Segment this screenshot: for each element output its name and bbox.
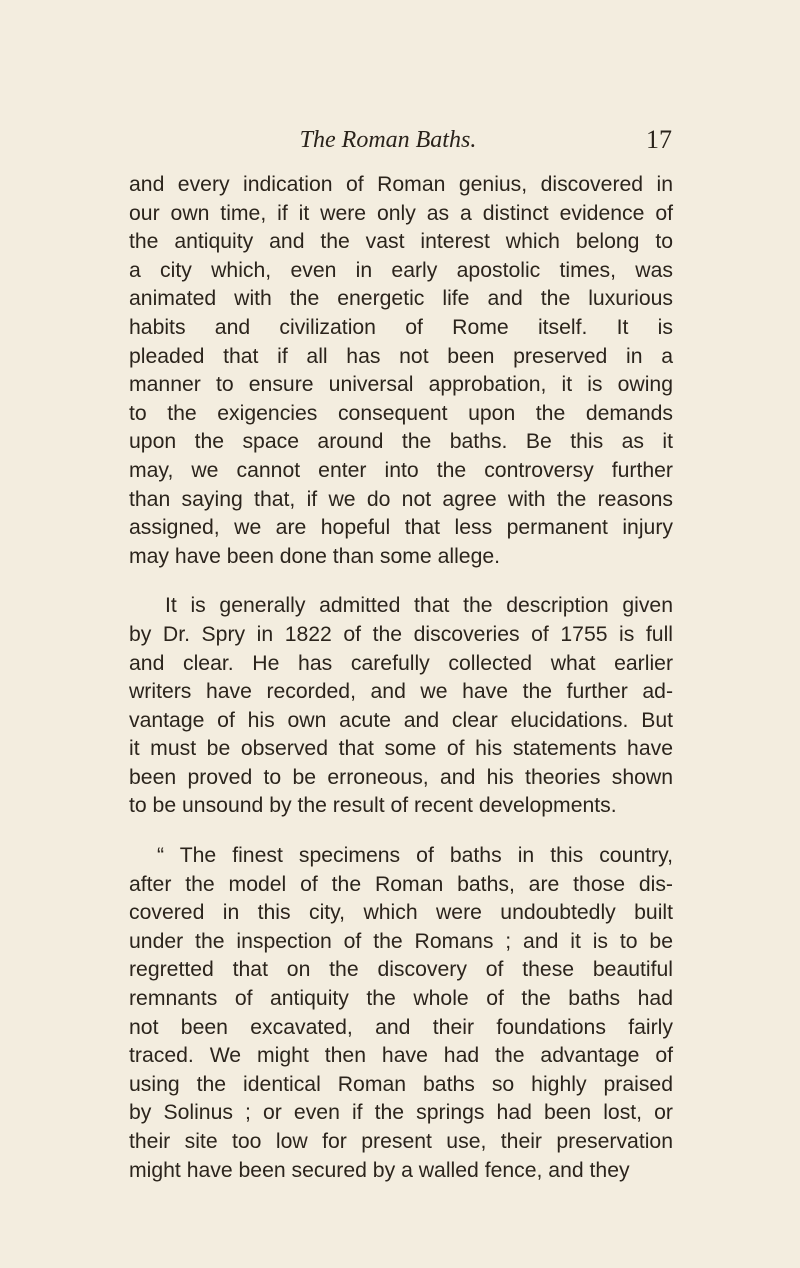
text-line: traced. We might then have had the advantage of (129, 1044, 673, 1068)
text-line: than saying that, if we do not agree with the reasons (129, 487, 673, 511)
text-line: a city which, even in early apostolic times, was (129, 258, 673, 282)
text-line: It is generally admitted that the description given (165, 594, 673, 618)
text-line: habits and civilization of Rome itself. It is (129, 315, 673, 339)
paragraph-3 (129, 842, 673, 1185)
paragraph-2 (129, 592, 673, 821)
text-line: after the model of the Roman baths, are those dis- (129, 872, 673, 896)
paragraph-1 (129, 171, 673, 571)
text-line: to be unsound by the result of recent developments. (129, 794, 617, 818)
text-line: to the exigencies consequent upon the demands (129, 401, 673, 425)
text-line: writers have recorded, and we have the further ad- (129, 680, 673, 704)
text-line: our own time, if it were only as a distinct evidence of (129, 201, 673, 225)
text-line: regretted that on the discovery of these beautiful (129, 958, 673, 982)
text-line: “ The finest specimens of baths in this country, (157, 844, 673, 868)
running-title: The Roman Baths. (299, 127, 477, 153)
text-line: their site too low for present use, their preservation (129, 1130, 673, 1153)
text-line: by Solinus ; or even if the springs had been lost, or (129, 1101, 673, 1125)
text-line: by Dr. Spry in 1822 of the discoveries of 1755 is full (129, 622, 673, 646)
text-line: vantage of his own acute and clear elucidations. But (129, 708, 673, 732)
running-head (0, 122, 800, 158)
text-line: under the inspection of the Romans ; and it is to be (129, 929, 673, 953)
text-line: assigned, we are hopeful that less permanent injury (129, 516, 673, 540)
text-line: the antiquity and the vast interest which belong to (129, 230, 673, 254)
text-line: manner to ensure universal approbation, it is owing (129, 373, 673, 397)
text-line: remnants of antiquity the whole of the baths had (129, 987, 673, 1011)
text-line: not been excavated, and their foundations fairly (129, 1015, 673, 1039)
text-line: might have been secured by a walled fence, and they (129, 1158, 630, 1182)
text-line: may, we cannot enter into the controversy further (129, 458, 673, 482)
text-line: using the identical Roman baths so highly praised (129, 1072, 673, 1096)
text-line: upon the space around the baths. Be this as it (129, 430, 673, 454)
text-line: it must be observed that some of his statements have (129, 737, 673, 761)
text-line: and every indication of Roman genius, discovered in (129, 173, 673, 196)
page-number: 17 (646, 125, 672, 154)
text-line: been proved to be erroneous, and his theories shown (129, 765, 673, 789)
text-line: and clear. He has carefully collected what earlier (129, 651, 673, 675)
text-line: covered in this city, which were undoubtedly built (129, 901, 673, 925)
body-text (129, 171, 673, 1185)
text-line: may have been done than some allege. (129, 544, 501, 568)
text-line: animated with the energetic life and the luxurious (129, 287, 673, 311)
text-line: pleaded that if all has not been preserved in a (129, 344, 673, 368)
